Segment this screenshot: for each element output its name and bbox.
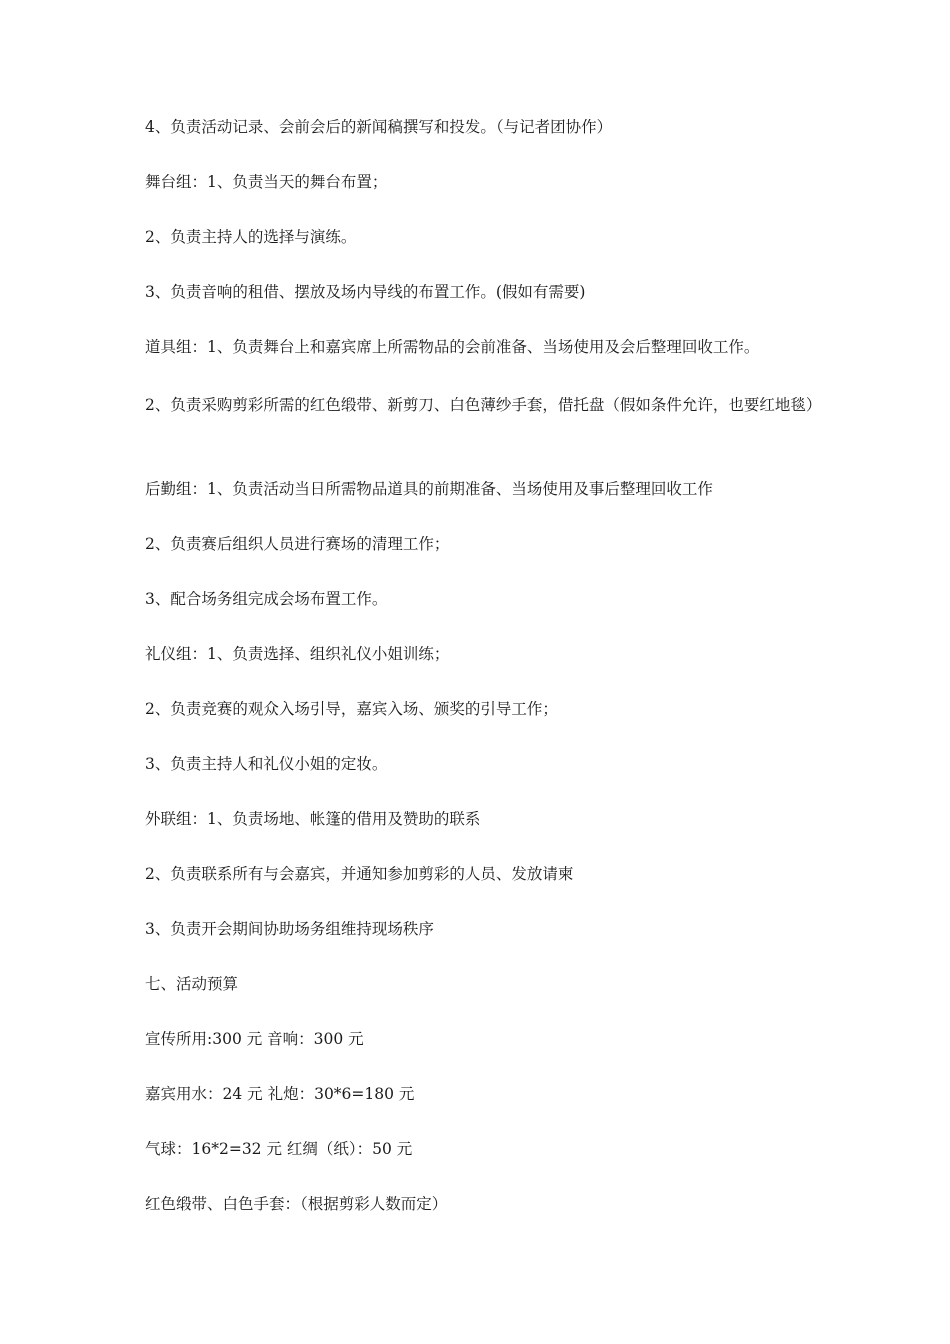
budget-line-water-salute: 嘉宾用水：24 元 礼炮：30*6=180 元 <box>145 1085 415 1103</box>
paragraph-stage-group-1: 舞台组：1、负责当天的舞台布置； <box>145 173 388 191</box>
budget-line-publicity-audio: 宣传所用:300 元 音响：300 元 <box>145 1030 364 1048</box>
paragraph-props-group-1: 道具组：1、负责舞台上和嘉宾席上所需物品的会前准备、当场使用及会后整理回收工作。 <box>145 338 760 356</box>
paragraph-logistics-group-3: 3、配合场务组完成会场布置工作。 <box>145 590 388 608</box>
paragraph-news-duty: 4、负责活动记录、会前会后的新闻稿撰写和投发。（与记者团协作） <box>145 118 613 136</box>
budget-line-balloons-silk: 气球：16*2=32 元 红绸（纸）：50 元 <box>145 1140 413 1158</box>
paragraph-liaison-group-2: 2、负责联系所有与会嘉宾，并通知参加剪彩的人员、发放请柬 <box>145 865 574 883</box>
paragraph-logistics-group-1: 后勤组：1、负责活动当日所需物品道具的前期准备、当场使用及事后整理回收工作 <box>145 480 713 498</box>
section-heading-budget: 七、活动预算 <box>145 975 239 993</box>
paragraph-props-group-2: 2、负责采购剪彩所需的红色缎带、新剪刀、白色薄纱手套，借托盘（假如条件允许，也要红地毯） <box>145 396 822 414</box>
paragraph-stage-group-3: 3、负责音响的租借、摆放及场内导线的布置工作。(假如有需要) <box>145 283 586 301</box>
paragraph-etiquette-group-1: 礼仪组：1、负责选择、组织礼仪小姐训练； <box>145 645 450 663</box>
paragraph-etiquette-group-3: 3、负责主持人和礼仪小姐的定妆。 <box>145 755 388 773</box>
paragraph-stage-group-2: 2、负责主持人的选择与演练。 <box>145 228 357 246</box>
budget-line-ribbon-gloves: 红色缎带、白色手套：（根据剪彩人数而定） <box>145 1195 448 1213</box>
paragraph-liaison-group-3: 3、负责开会期间协助场务组维持现场秩序 <box>145 920 434 938</box>
paragraph-logistics-group-2: 2、负责赛后组织人员进行赛场的清理工作； <box>145 535 450 553</box>
paragraph-liaison-group-1: 外联组：1、负责场地、帐篷的借用及赞助的联系 <box>145 810 481 828</box>
paragraph-etiquette-group-2: 2、负责竞赛的观众入场引导，嘉宾入场、颁奖的引导工作； <box>145 700 558 718</box>
